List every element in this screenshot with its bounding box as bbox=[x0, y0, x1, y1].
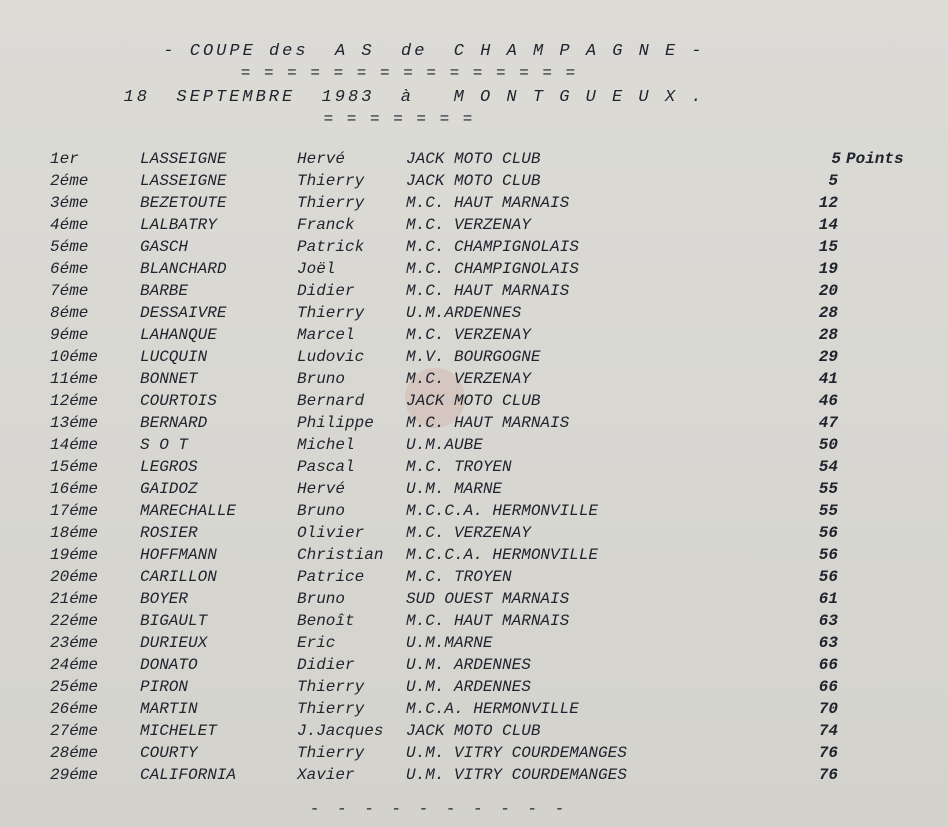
points-cell: 63 bbox=[818, 634, 838, 652]
points-cell: 15 bbox=[818, 238, 838, 256]
rank-cell: 1er bbox=[50, 150, 79, 168]
result-row bbox=[0, 304, 948, 326]
last-name-cell: LASSEIGNE bbox=[140, 172, 227, 190]
first-name-cell: J.Jacques bbox=[297, 722, 384, 740]
club-cell: JACK MOTO CLUB bbox=[406, 172, 541, 190]
club-cell: M.C. HAUT MARNAIS bbox=[406, 414, 570, 432]
last-name-cell: MARTIN bbox=[140, 700, 198, 718]
rank-cell: 5éme bbox=[50, 238, 89, 256]
rank-cell: 3éme bbox=[50, 194, 89, 212]
last-name-cell: COURTOIS bbox=[140, 392, 217, 410]
club-cell: U.M.ARDENNES bbox=[406, 304, 522, 322]
first-name-cell: Thierry bbox=[297, 172, 365, 190]
footer-dash-line: - - - - - - - - - - bbox=[309, 800, 569, 818]
last-name-cell: DESSAIVRE bbox=[140, 304, 227, 322]
last-name-cell: LALBATRY bbox=[140, 216, 217, 234]
club-cell: M.C. VERZENAY bbox=[406, 216, 531, 234]
result-row bbox=[0, 172, 948, 194]
club-cell: M.C. VERZENAY bbox=[406, 524, 531, 542]
last-name-cell: BERNARD bbox=[140, 414, 208, 432]
result-row bbox=[0, 678, 948, 700]
document-subtitle: 18 SEPTEMBRE 1983 à M O N T G U E U X . bbox=[123, 88, 705, 107]
rank-cell: 27éme bbox=[50, 722, 99, 740]
result-row bbox=[0, 634, 948, 656]
first-name-cell: Joël bbox=[297, 260, 336, 278]
first-name-cell: Bernard bbox=[297, 392, 365, 410]
first-name-cell: Christian bbox=[297, 546, 384, 564]
points-cell: 14 bbox=[818, 216, 838, 234]
rank-cell: 11éme bbox=[50, 370, 99, 388]
first-name-cell: Bruno bbox=[297, 370, 346, 388]
club-cell: U.M. VITRY COURDEMANGES bbox=[406, 766, 627, 784]
rank-cell: 19éme bbox=[50, 546, 99, 564]
points-cell: 55 bbox=[818, 502, 838, 520]
rank-cell: 7éme bbox=[50, 282, 89, 300]
rank-cell: 23éme bbox=[50, 634, 99, 652]
result-row bbox=[0, 722, 948, 744]
points-cell: 74 bbox=[818, 722, 838, 740]
points-cell: 76 bbox=[818, 744, 838, 762]
points-cell: 5 bbox=[828, 172, 838, 190]
rank-cell: 24éme bbox=[50, 656, 99, 674]
points-cell: 56 bbox=[818, 524, 838, 542]
rank-cell: 15éme bbox=[50, 458, 99, 476]
first-name-cell: Bruno bbox=[297, 502, 346, 520]
last-name-cell: COURTY bbox=[140, 744, 198, 762]
first-name-cell: Olivier bbox=[297, 524, 365, 542]
rank-cell: 16éme bbox=[50, 480, 99, 498]
title-underline: = = = = = = = = = = = = = = = bbox=[240, 64, 578, 82]
result-row bbox=[0, 612, 948, 634]
rank-cell: 18éme bbox=[50, 524, 99, 542]
result-row bbox=[0, 436, 948, 458]
rank-cell: 17éme bbox=[50, 502, 99, 520]
result-row bbox=[0, 392, 948, 414]
points-cell: 66 bbox=[818, 678, 838, 696]
points-cell: 5 bbox=[831, 150, 841, 168]
points-cell: 56 bbox=[818, 546, 838, 564]
rank-cell: 29éme bbox=[50, 766, 99, 784]
first-name-cell: Ludovic bbox=[297, 348, 365, 366]
club-cell: JACK MOTO CLUB bbox=[406, 150, 541, 168]
club-cell: U.M. MARNE bbox=[406, 480, 503, 498]
last-name-cell: ROSIER bbox=[140, 524, 198, 542]
last-name-cell: BOYER bbox=[140, 590, 189, 608]
result-row bbox=[0, 414, 948, 436]
club-cell: JACK MOTO CLUB bbox=[406, 722, 541, 740]
points-cell: 47 bbox=[818, 414, 838, 432]
first-name-cell: Thierry bbox=[297, 700, 365, 718]
first-name-cell: Didier bbox=[297, 282, 355, 300]
points-cell: 20 bbox=[818, 282, 838, 300]
first-name-cell: Benoît bbox=[297, 612, 355, 630]
rank-cell: 28éme bbox=[50, 744, 99, 762]
first-name-cell: Eric bbox=[297, 634, 336, 652]
result-row bbox=[0, 282, 948, 304]
points-cell: 63 bbox=[818, 612, 838, 630]
last-name-cell: HOFFMANN bbox=[140, 546, 217, 564]
club-cell: U.M. VITRY COURDEMANGES bbox=[406, 744, 627, 762]
rank-cell: 4éme bbox=[50, 216, 89, 234]
last-name-cell: S O T bbox=[140, 436, 189, 454]
club-cell: M.C. VERZENAY bbox=[406, 370, 531, 388]
last-name-cell: DURIEUX bbox=[140, 634, 208, 652]
last-name-cell: BLANCHARD bbox=[140, 260, 227, 278]
first-name-cell: Thierry bbox=[297, 304, 365, 322]
rank-cell: 12éme bbox=[50, 392, 99, 410]
result-row bbox=[0, 656, 948, 678]
club-cell: M.V. BOURGOGNE bbox=[406, 348, 541, 366]
rank-cell: 9éme bbox=[50, 326, 89, 344]
first-name-cell: Thierry bbox=[297, 194, 365, 212]
first-name-cell: Philippe bbox=[297, 414, 374, 432]
points-label: Points bbox=[846, 150, 904, 168]
rank-cell: 13éme bbox=[50, 414, 99, 432]
rank-cell: 2éme bbox=[50, 172, 89, 190]
points-cell: 54 bbox=[818, 458, 838, 476]
first-name-cell: Xavier bbox=[297, 766, 355, 784]
result-row bbox=[0, 524, 948, 546]
club-cell: M.C. VERZENAY bbox=[406, 326, 531, 344]
points-cell: 70 bbox=[818, 700, 838, 718]
last-name-cell: CARILLON bbox=[140, 568, 217, 586]
first-name-cell: Patrick bbox=[297, 238, 365, 256]
first-name-cell: Bruno bbox=[297, 590, 346, 608]
last-name-cell: MICHELET bbox=[140, 722, 217, 740]
club-cell: M.C. TROYEN bbox=[406, 568, 512, 586]
rank-cell: 21éme bbox=[50, 590, 99, 608]
last-name-cell: CALIFORNIA bbox=[140, 766, 237, 784]
first-name-cell: Hervé bbox=[297, 150, 346, 168]
club-cell: M.C. CHAMPIGNOLAIS bbox=[406, 238, 579, 256]
rank-cell: 8éme bbox=[50, 304, 89, 322]
result-row bbox=[0, 700, 948, 722]
first-name-cell: Michel bbox=[297, 436, 355, 454]
points-cell: 66 bbox=[818, 656, 838, 674]
result-row bbox=[0, 326, 948, 348]
club-cell: U.M.AUBE bbox=[406, 436, 483, 454]
club-cell: U.M.MARNE bbox=[406, 634, 493, 652]
club-cell: M.C.C.A. HERMONVILLE bbox=[406, 546, 599, 564]
document-title: - COUPE des A S de C H A M P A G N E - bbox=[163, 42, 705, 61]
rank-cell: 14éme bbox=[50, 436, 99, 454]
result-row bbox=[0, 480, 948, 502]
club-cell: SUD OUEST MARNAIS bbox=[406, 590, 570, 608]
result-row bbox=[0, 194, 948, 216]
club-cell: M.C. HAUT MARNAIS bbox=[406, 612, 570, 630]
rank-cell: 26éme bbox=[50, 700, 99, 718]
rank-cell: 20éme bbox=[50, 568, 99, 586]
points-cell: 12 bbox=[818, 194, 838, 212]
subtitle-underline: = = = = = = = bbox=[323, 110, 475, 128]
club-cell: JACK MOTO CLUB bbox=[406, 392, 541, 410]
last-name-cell: BIGAULT bbox=[140, 612, 208, 630]
first-name-cell: Pascal bbox=[297, 458, 355, 476]
rank-cell: 6éme bbox=[50, 260, 89, 278]
points-cell: 41 bbox=[818, 370, 838, 388]
last-name-cell: GAIDOZ bbox=[140, 480, 198, 498]
points-cell: 50 bbox=[818, 436, 838, 454]
rank-cell: 25éme bbox=[50, 678, 99, 696]
result-row bbox=[0, 568, 948, 590]
club-cell: M.C. CHAMPIGNOLAIS bbox=[406, 260, 579, 278]
points-cell: 76 bbox=[818, 766, 838, 784]
first-name-cell: Hervé bbox=[297, 480, 346, 498]
points-cell: 28 bbox=[818, 304, 838, 322]
first-name-cell: Franck bbox=[297, 216, 355, 234]
last-name-cell: LAHANQUE bbox=[140, 326, 217, 344]
last-name-cell: GASCH bbox=[140, 238, 189, 256]
result-row bbox=[0, 590, 948, 612]
last-name-cell: MARECHALLE bbox=[140, 502, 237, 520]
first-name-cell: Patrice bbox=[297, 568, 365, 586]
result-row bbox=[0, 216, 948, 238]
club-cell: M.C. HAUT MARNAIS bbox=[406, 194, 570, 212]
first-name-cell: Thierry bbox=[297, 678, 365, 696]
result-row bbox=[0, 744, 948, 766]
points-cell: 61 bbox=[818, 590, 838, 608]
last-name-cell: BARBE bbox=[140, 282, 189, 300]
first-name-cell: Didier bbox=[297, 656, 355, 674]
result-row bbox=[0, 238, 948, 260]
result-row bbox=[0, 458, 948, 480]
rank-cell: 10éme bbox=[50, 348, 99, 366]
club-cell: U.M. ARDENNES bbox=[406, 678, 531, 696]
rank-cell: 22éme bbox=[50, 612, 99, 630]
last-name-cell: BEZETOUTE bbox=[140, 194, 227, 212]
club-cell: M.C. TROYEN bbox=[406, 458, 512, 476]
result-row bbox=[0, 370, 948, 392]
club-cell: M.C.C.A. HERMONVILLE bbox=[406, 502, 599, 520]
last-name-cell: LUCQUIN bbox=[140, 348, 208, 366]
result-row bbox=[0, 260, 948, 282]
club-cell: U.M. ARDENNES bbox=[406, 656, 531, 674]
last-name-cell: DONATO bbox=[140, 656, 198, 674]
result-row bbox=[0, 546, 948, 568]
first-name-cell: Thierry bbox=[297, 744, 365, 762]
last-name-cell: BONNET bbox=[140, 370, 198, 388]
points-cell: 56 bbox=[818, 568, 838, 586]
points-cell: 55 bbox=[818, 480, 838, 498]
points-cell: 19 bbox=[818, 260, 838, 278]
points-cell: 28 bbox=[818, 326, 838, 344]
club-cell: M.C. HAUT MARNAIS bbox=[406, 282, 570, 300]
points-cell: 46 bbox=[818, 392, 838, 410]
first-name-cell: Marcel bbox=[297, 326, 355, 344]
result-row bbox=[0, 348, 948, 370]
points-cell: 29 bbox=[818, 348, 838, 366]
last-name-cell: LASSEIGNE bbox=[140, 150, 227, 168]
last-name-cell: LEGROS bbox=[140, 458, 198, 476]
result-row bbox=[0, 502, 948, 524]
club-cell: M.C.A. HERMONVILLE bbox=[406, 700, 579, 718]
result-row bbox=[0, 150, 948, 172]
last-name-cell: PIRON bbox=[140, 678, 189, 696]
result-row bbox=[0, 766, 948, 788]
